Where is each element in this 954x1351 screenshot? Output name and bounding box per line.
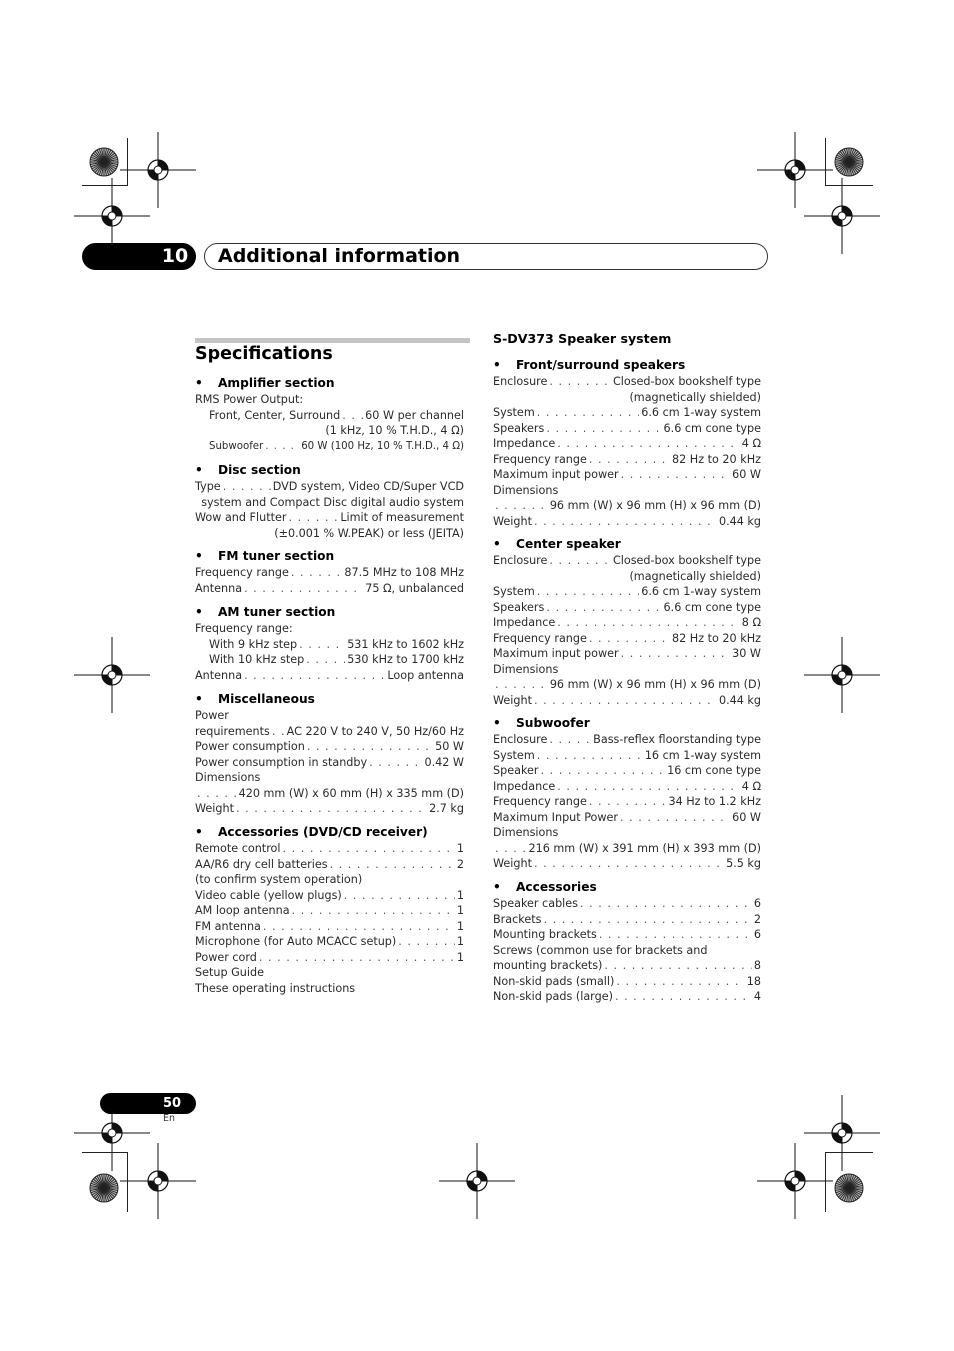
section-title-text: Accessories (DVD/CD receiver)	[218, 825, 428, 839]
spec-row	[493, 646, 761, 662]
dot-leader	[292, 903, 455, 919]
spec-value: 87.5 MHz to 108 MHz	[344, 566, 464, 579]
spec-value: 60 W (100 Hz, 10 % T.H.D., 4 Ω)	[301, 440, 464, 452]
bullet-icon: •	[493, 880, 501, 894]
spec-row	[195, 408, 464, 424]
spec-row	[195, 857, 464, 873]
spec-text: Dimensions	[493, 483, 559, 497]
dot-leader	[398, 934, 455, 950]
spec-label: Impedance	[493, 779, 556, 793]
dot-leader	[495, 841, 526, 857]
spec-label: AA/R6 dry cell batteries	[195, 857, 328, 871]
spec-row	[493, 498, 761, 514]
dot-leader	[244, 581, 363, 597]
spec-text: Dimensions	[195, 771, 261, 784]
spec-value: 60 W per channel	[365, 408, 464, 422]
spec-value: 216 mm (W) x 391 mm (H) x 393 mm (D)	[528, 841, 761, 855]
section-title	[195, 462, 464, 479]
spec-row	[195, 950, 464, 966]
spec-row	[493, 436, 761, 452]
chapter-number: 10	[161, 245, 189, 267]
spec-value: Bass-reflex floorstanding type	[593, 733, 761, 746]
spec-text: Dimensions	[493, 662, 559, 676]
spec-text: Frequency range:	[195, 622, 293, 635]
registration-crosshair-mark	[755, 130, 835, 210]
spec-label: Frequency range	[195, 566, 289, 579]
spec-text: (magnetically shielded)	[629, 569, 761, 583]
section-title-text: Miscellaneous	[218, 692, 315, 706]
spec-row	[493, 390, 761, 406]
dot-leader	[272, 724, 285, 740]
dot-leader	[534, 856, 724, 872]
dot-leader	[283, 841, 455, 857]
dot-leader	[557, 615, 740, 631]
spec-row	[195, 652, 464, 668]
spec-row	[493, 841, 761, 857]
section-title	[195, 548, 464, 565]
spec-row	[493, 693, 761, 709]
spec-row	[493, 405, 761, 421]
spec-value: 1	[456, 950, 464, 964]
spec-label: Weight	[195, 802, 234, 815]
speaker-system-heading: S-DV373 Speaker system	[493, 331, 672, 346]
spec-value: 16 cm 1-way system	[644, 748, 761, 762]
spec-row	[493, 615, 761, 631]
page-number: 50	[162, 1096, 182, 1111]
spec-value: 6.6 cm 1-way system	[641, 585, 761, 598]
spec-label: Enclosure	[493, 375, 548, 388]
spec-value: 60 W	[732, 468, 761, 481]
bullet-icon: •	[493, 537, 501, 551]
spec-row	[195, 755, 464, 771]
spec-label: Power cord	[195, 950, 257, 964]
spec-value: 8 Ω	[741, 616, 761, 629]
spec-value: 531 kHz to 1602 kHz	[347, 637, 464, 651]
registration-crosshair-mark	[118, 130, 198, 210]
spec-label: Enclosure	[493, 733, 548, 746]
spec-row	[195, 423, 464, 439]
dot-leader	[288, 510, 338, 526]
spec-value: 0.44 kg	[718, 693, 761, 707]
bullet-icon: •	[195, 376, 203, 390]
spec-row	[493, 825, 761, 841]
spec-label: Remote control	[195, 842, 281, 855]
dot-leader	[236, 801, 427, 817]
spec-row	[195, 668, 464, 684]
dot-leader	[616, 974, 744, 990]
spec-value: 96 mm (W) x 96 mm (H) x 96 mm (D)	[549, 499, 761, 512]
spec-value: 4	[753, 990, 761, 1003]
spec-row	[195, 637, 464, 653]
spec-value: 75 Ω, unbalanced	[365, 581, 464, 595]
bullet-icon: •	[195, 605, 203, 619]
spec-row	[493, 600, 761, 616]
spec-value: 6.6 cm cone type	[663, 421, 761, 435]
dot-leader	[537, 584, 640, 600]
spec-section	[195, 462, 464, 541]
spec-row	[493, 748, 761, 764]
spec-row	[493, 631, 761, 647]
spec-value: 4 Ω	[741, 437, 761, 450]
spec-value: 30 W	[732, 647, 761, 660]
spec-value: 6	[753, 928, 761, 941]
spec-section	[493, 536, 761, 708]
section-title-text: Amplifier section	[218, 376, 335, 390]
spec-label: mounting brackets)	[493, 959, 603, 972]
registration-crosshair-mark	[755, 1141, 835, 1221]
section-title-text: Disc section	[218, 463, 301, 477]
spec-row	[195, 888, 464, 904]
spec-value: 60 W	[732, 810, 761, 824]
registration-starburst-mark	[89, 147, 119, 177]
dot-leader	[263, 919, 455, 935]
spec-value: 5.5 kg	[726, 857, 761, 870]
dot-leader	[197, 786, 237, 802]
spec-text: (1 kHz, 10 % T.H.D., 4 Ω)	[325, 424, 464, 437]
spec-value: Loop antenna	[387, 668, 464, 682]
registration-crosshair-mark	[437, 1141, 517, 1221]
trim-line	[825, 1152, 873, 1153]
spec-label: Weight	[493, 693, 532, 707]
registration-starburst-mark	[834, 1173, 864, 1203]
trim-line	[825, 138, 826, 186]
spec-row	[195, 581, 464, 597]
spec-row	[493, 958, 761, 974]
spec-value: 1	[456, 842, 464, 855]
spec-row	[493, 662, 761, 678]
spec-row	[493, 779, 761, 795]
spec-label: FM antenna	[195, 919, 261, 933]
spec-row	[195, 981, 464, 997]
spec-label: Frequency range	[493, 452, 587, 466]
spec-section	[195, 691, 464, 817]
trim-line	[127, 138, 128, 186]
registration-crosshair-mark	[118, 1141, 198, 1221]
dot-leader	[299, 637, 345, 653]
spec-text: These operating instructions	[195, 981, 356, 995]
spec-value: 1	[456, 904, 464, 917]
dot-leader	[307, 739, 433, 755]
bullet-icon: •	[195, 825, 203, 839]
spec-label: Speaker cables	[493, 897, 578, 910]
spec-label: Non-skid pads (small)	[493, 974, 615, 988]
spec-row	[493, 569, 761, 585]
dot-leader	[344, 888, 455, 904]
spec-row	[493, 974, 761, 990]
spec-row	[493, 483, 761, 499]
dot-leader	[537, 748, 643, 764]
spec-label: Non-skid pads (large)	[493, 990, 613, 1003]
trim-line	[82, 185, 128, 186]
section-title	[493, 879, 761, 896]
spec-value: 0.44 kg	[718, 514, 761, 528]
chapter-title: Additional information	[218, 245, 461, 267]
spec-row	[493, 514, 761, 530]
section-title	[493, 357, 761, 374]
spec-row	[195, 392, 464, 408]
spec-label: Maximum input power	[493, 647, 619, 660]
spec-label: Speaker	[493, 764, 539, 777]
spec-row	[195, 739, 464, 755]
spec-text: (±0.001 % W.PEAK) or less (JEITA)	[274, 526, 464, 540]
spec-label: Maximum Input Power	[493, 810, 619, 824]
section-title-text: Center speaker	[516, 537, 621, 551]
dot-leader	[534, 693, 717, 709]
spec-value: 50 W	[435, 740, 464, 753]
dot-leader	[549, 374, 611, 390]
dot-leader	[534, 514, 717, 530]
spec-label: With 9 kHz step	[209, 637, 298, 651]
spec-label: Power consumption	[195, 740, 305, 753]
spec-value: 2	[456, 857, 464, 871]
spec-row	[493, 856, 761, 872]
registration-crosshair-mark	[72, 635, 152, 715]
section-title-text: AM tuner section	[218, 605, 336, 619]
spec-value: 530 kHz to 1700 kHz	[347, 653, 464, 666]
dot-leader	[589, 794, 667, 810]
spec-value: 18	[746, 974, 761, 988]
spec-value: 96 mm (W) x 96 mm (H) x 96 mm (D)	[549, 678, 761, 691]
spec-label: Antenna	[195, 668, 243, 682]
spec-label: Maximum input power	[493, 468, 619, 481]
spec-value: AC 220 V to 240 V, 50 Hz/60 Hz	[286, 724, 464, 738]
dot-leader	[291, 565, 343, 581]
bullet-icon: •	[195, 549, 203, 563]
spec-row	[195, 965, 464, 981]
spec-row	[195, 786, 464, 802]
section-title	[195, 604, 464, 621]
dot-leader	[621, 646, 731, 662]
dot-leader	[369, 755, 422, 771]
dot-leader	[589, 631, 670, 647]
spec-row	[195, 903, 464, 919]
spec-text: RMS Power Output:	[195, 393, 304, 406]
spec-label: Subwoofer	[209, 440, 264, 452]
spec-text: Screws (common use for brackets and	[493, 943, 708, 957]
spec-text: Power	[195, 709, 229, 722]
registration-crosshair-mark	[802, 176, 882, 256]
spec-label: Frequency range	[493, 795, 587, 808]
trim-line	[825, 1152, 826, 1212]
spec-section	[195, 375, 464, 454]
spec-row	[493, 467, 761, 483]
spec-row	[195, 934, 464, 950]
dot-leader	[604, 958, 751, 974]
spec-section	[493, 715, 761, 872]
spec-label: Microphone (for Auto MCACC setup)	[195, 935, 397, 948]
spec-row	[195, 526, 464, 542]
spec-value: 2.7 kg	[429, 802, 464, 815]
spec-row	[195, 708, 464, 724]
spec-section	[493, 357, 761, 529]
spec-row	[195, 495, 464, 511]
spec-label: Brackets	[493, 912, 542, 926]
dot-leader	[546, 421, 661, 437]
page-language: En	[163, 1113, 176, 1124]
spec-section	[195, 548, 464, 596]
dot-leader	[537, 405, 640, 421]
spec-label: Frequency range	[493, 631, 587, 645]
dot-leader	[557, 436, 740, 452]
spec-row	[493, 943, 761, 959]
section-title	[195, 824, 464, 841]
spec-label: Weight	[493, 514, 532, 528]
spec-value: 2	[753, 912, 761, 926]
spec-value: 6.6 cm 1-way system	[641, 406, 761, 419]
specifications-heading: Specifications	[195, 344, 333, 364]
spec-value: 0.42 W	[424, 755, 464, 769]
spec-value: 420 mm (W) x 60 mm (H) x 335 mm (D)	[238, 786, 464, 800]
spec-value: 6	[753, 897, 761, 910]
spec-label: Impedance	[493, 437, 556, 450]
dot-leader	[543, 912, 751, 928]
dot-leader	[589, 452, 670, 468]
section-title-text: FM tuner section	[218, 549, 335, 563]
dot-leader	[259, 950, 455, 966]
spec-row	[195, 439, 464, 455]
dot-leader	[306, 652, 345, 668]
spec-row	[195, 565, 464, 581]
spec-value: Limit of measurement	[340, 511, 464, 524]
trim-line	[127, 1152, 128, 1212]
spec-value: 34 Hz to 1.2 kHz	[668, 795, 761, 808]
spec-label: Enclosure	[493, 554, 548, 567]
spec-row	[493, 421, 761, 437]
spec-label: Front, Center, Surround	[209, 408, 341, 422]
spec-value: 16 cm cone type	[667, 764, 761, 777]
dot-leader	[330, 857, 455, 873]
dot-leader	[223, 479, 271, 495]
spec-value: 6.6 cm cone type	[663, 600, 761, 614]
spec-value: Closed-box bookshelf type	[612, 554, 761, 567]
dot-leader	[599, 927, 752, 943]
dot-leader	[557, 779, 740, 795]
section-title	[195, 691, 464, 708]
bullet-icon: •	[493, 358, 501, 372]
spec-label: requirements	[195, 724, 270, 738]
spec-value: 8	[753, 959, 761, 972]
spec-label: System	[493, 406, 535, 419]
spec-value: 82 Hz to 20 kHz	[672, 631, 761, 645]
dot-leader	[495, 498, 548, 514]
spec-value: 82 Hz to 20 kHz	[672, 452, 761, 466]
spec-section	[493, 879, 761, 1005]
dot-leader	[549, 553, 611, 569]
spec-value: 1	[456, 935, 464, 948]
spec-value: 1	[456, 888, 464, 902]
dot-leader	[549, 732, 591, 748]
spec-label: With 10 kHz step	[209, 653, 305, 666]
registration-starburst-mark	[834, 147, 864, 177]
spec-label: Power consumption in standby	[195, 755, 368, 769]
spec-value: Closed-box bookshelf type	[612, 375, 761, 388]
spec-label: AM loop antenna	[195, 904, 290, 917]
dot-leader	[541, 763, 666, 779]
spec-row	[195, 919, 464, 935]
spec-row	[493, 912, 761, 928]
section-title	[493, 715, 761, 732]
spec-row	[493, 452, 761, 468]
spec-row	[493, 763, 761, 779]
spec-label: Wow and Flutter	[195, 511, 287, 524]
spec-row	[195, 801, 464, 817]
spec-label: Mounting brackets	[493, 928, 597, 941]
spec-row	[493, 794, 761, 810]
trim-line	[825, 185, 873, 186]
spec-row	[493, 732, 761, 748]
section-title-text: Accessories	[516, 880, 597, 894]
spec-row	[493, 896, 761, 912]
spec-row	[195, 841, 464, 857]
bullet-icon: •	[195, 463, 203, 477]
dot-leader	[580, 896, 752, 912]
spec-row	[493, 584, 761, 600]
registration-crosshair-mark	[802, 1093, 882, 1173]
spec-label: Speakers	[493, 600, 545, 614]
spec-section	[195, 824, 464, 996]
section-title	[195, 375, 464, 392]
spec-label: Speakers	[493, 421, 545, 435]
spec-label: Type	[195, 480, 221, 493]
spec-label: Impedance	[493, 616, 556, 629]
spec-text: Setup Guide	[195, 966, 264, 979]
spec-value: 4 Ω	[741, 779, 761, 793]
spec-section	[195, 604, 464, 683]
spec-row	[195, 872, 464, 888]
spec-row	[493, 677, 761, 693]
dot-leader	[546, 600, 661, 616]
spec-label: System	[493, 748, 535, 762]
spec-row	[195, 510, 464, 526]
spec-row	[493, 927, 761, 943]
dot-leader	[244, 668, 385, 684]
dot-leader	[265, 439, 299, 455]
dot-leader	[615, 989, 752, 1005]
spec-row	[195, 770, 464, 786]
section-title	[493, 536, 761, 553]
dot-leader	[495, 677, 548, 693]
bullet-icon: •	[195, 692, 203, 706]
spec-row	[493, 374, 761, 390]
spec-text: (magnetically shielded)	[629, 390, 761, 404]
spec-value: DVD system, Video CD/Super VCD	[272, 480, 464, 493]
section-title-text: Subwoofer	[516, 716, 590, 730]
dot-leader	[342, 408, 363, 424]
spec-label: System	[493, 585, 535, 598]
spec-label: Weight	[493, 857, 532, 870]
spec-row	[493, 810, 761, 826]
spec-text: (to confirm system operation)	[195, 873, 363, 886]
dot-leader	[620, 810, 730, 826]
spec-text: system and Compact Disc digital audio system	[201, 495, 464, 509]
spec-label: Antenna	[195, 581, 243, 595]
section-title-text: Front/surround speakers	[516, 358, 686, 372]
spec-row	[195, 724, 464, 740]
registration-crosshair-mark	[802, 635, 882, 715]
registration-starburst-mark	[89, 1173, 119, 1203]
bullet-icon: •	[493, 716, 501, 730]
spec-row	[195, 621, 464, 637]
spec-label: Video cable (yellow plugs)	[195, 888, 342, 902]
spec-row	[493, 989, 761, 1005]
spec-row	[493, 553, 761, 569]
dot-leader	[621, 467, 731, 483]
spec-row	[195, 479, 464, 495]
spec-text: Dimensions	[493, 826, 559, 839]
spec-value: 1	[456, 919, 464, 933]
trim-line	[82, 1152, 128, 1153]
